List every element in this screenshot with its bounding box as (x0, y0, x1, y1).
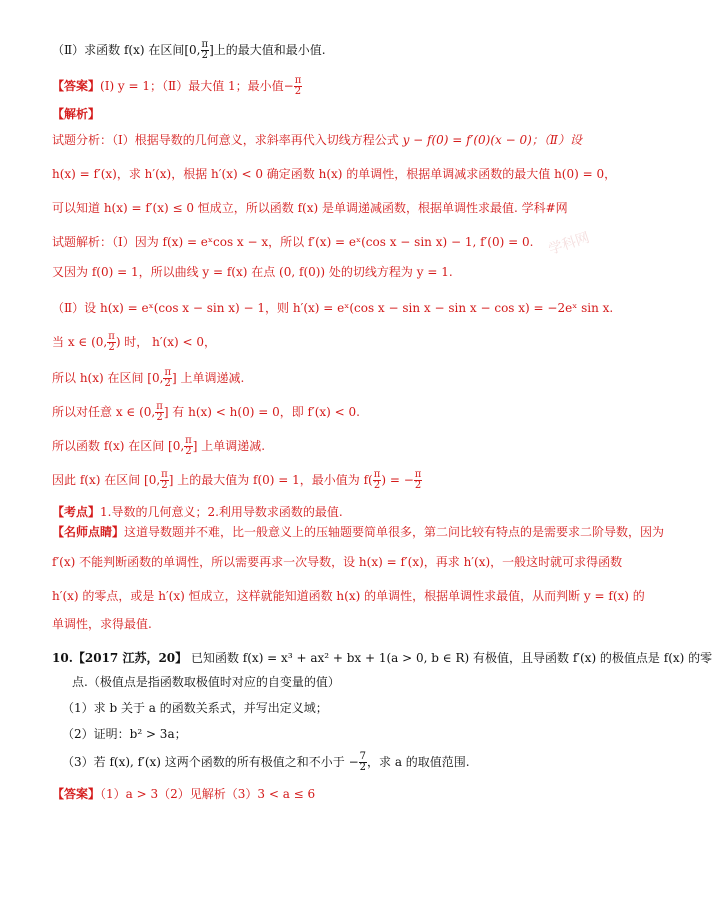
frac-den: 2 (108, 342, 115, 353)
analysis-line-2: h(x) = f′(x)，求 h′(x)，根据 h′(x) < 0 确定函数 h(x) 的单调性，根据单调减求函数的最大值 h(0) = 0， (52, 167, 617, 181)
sol-8b: ] 上的最大值为 f(0) = 1，最小值为 f( (168, 473, 373, 487)
pi-over-2 (163, 368, 172, 389)
analysis-1a: 试题分析：（Ⅰ）根据导数的几何意义，求斜率再代入切线方程公式 (52, 133, 399, 147)
interval-open: [0, (184, 43, 201, 57)
q10-text: 已知函数 f(x) = x³ + ax² + bx + 1(a > 0, b ∈ R) 有极值，且导函数 f′(x) 的极值点是 f(x) 的零 (190, 651, 712, 665)
sol-6b: ] 有 h(x) < h(0) = 0，即 f′(x) < 0. (163, 405, 360, 419)
mingshi-1: 这道导数题并不难，比一般意义上的压轴题要简单很多，第二问比较有特点的是需要求二阶导数，因为 (124, 525, 665, 539)
q2-prompt-tail: 上的最大值和最小值. (213, 43, 326, 57)
interval-close: ] (209, 43, 214, 57)
question-10-part-2: （2）证明：b² > 3a； (62, 727, 187, 741)
question-10-part-1: （1）求 b 关于 a 的函数关系式，并写出定义域； (62, 701, 328, 715)
kaodian-text: 1.导数的几何意义；2.利用导数求函数的最值. (100, 505, 343, 519)
analysis-line-1 (52, 132, 582, 148)
analysis-line-3: 可以知道 h(x) = f′(x) ≤ 0 恒成立，所以函数 f(x) 是单调递减函数，根据单调性求最值. 学科#网 (52, 201, 568, 215)
kaodian-tag: 【考点】 (52, 505, 101, 519)
frac-num: π (414, 469, 422, 480)
mingshi-line-1 (52, 524, 664, 540)
mingshi-line-4: 单调性，求得最值. (52, 617, 152, 631)
frac-den: 2 (359, 762, 367, 773)
answer2-text: （1）a > 3（2）见解析（3）3 < a ≤ 6 (100, 787, 316, 801)
question-10-part-3 (62, 752, 470, 773)
answer-neg: − (283, 79, 294, 93)
pi-over-2 (160, 470, 169, 491)
q10-p3b: ，求 a 的取值范围. (367, 755, 470, 769)
pi-over-2 (201, 40, 210, 61)
frac-num: π (164, 367, 172, 378)
frac-num: π (373, 469, 381, 480)
sol-4a: 当 x ∈ (0, (52, 335, 108, 349)
question-2-prompt (52, 40, 326, 61)
sol-8c: ) = − (381, 473, 414, 487)
mingshi-line-2: f′(x) 不能判断函数的单调性，所以需要再求一次导数，设 h(x) = f′(x)，再求 h′(x)，一般这时就可求得函数 (52, 555, 623, 569)
solution-line-6 (52, 402, 360, 423)
frac-num: π (185, 435, 192, 446)
frac-den: 2 (164, 378, 171, 389)
frac-den: 2 (414, 480, 422, 491)
kaodian-line (52, 504, 343, 520)
answer-tag: 【答案】 (52, 79, 101, 93)
answer-line (52, 76, 302, 97)
frac-den: 2 (185, 446, 192, 457)
solution-line-3: （Ⅱ）设 h(x) = eˣ(cos x − sin x) − 1，则 h′(x) = eˣ(cos x − sin x − sin x − cos x) = −2eˣ sin x. (52, 301, 614, 315)
solution-line-4 (52, 332, 216, 353)
sol-5a: 所以 h(x) 在区间 [0, (52, 371, 164, 385)
pi-over-2 (414, 470, 423, 491)
analysis-tag: 【解析】 (52, 107, 101, 121)
frac-den: 2 (373, 480, 381, 491)
pi-over-2 (155, 402, 164, 423)
sol-7a: 所以函数 f(x) 在区间 [0, (52, 439, 185, 453)
mingshi-tag: 【名师点睛】 (52, 525, 125, 539)
solution-line-7 (52, 436, 265, 457)
sol-4b: ) 时， h′(x) < 0， (115, 335, 217, 349)
question-10-line-1 (52, 650, 712, 666)
solution-line-5 (52, 368, 244, 389)
frac-num: π (161, 469, 168, 480)
frac-den: 2 (156, 412, 163, 423)
answer-2-line (52, 786, 315, 802)
q10-p3a: （3）若 f(x), f′(x) 这两个函数的所有极值之和不小于 − (62, 755, 359, 769)
frac-den: 2 (161, 480, 168, 491)
mingshi-line-3: h′(x) 的零点，或是 h′(x) 恒成立，这样就能知道函数 h(x) 的单调性，根据单调性求最值，从而判断 y = f(x) 的 (52, 589, 645, 603)
solution-line-1: 试题解析：（Ⅰ）因为 f(x) = eˣcos x − x，所以 f′(x) = eˣ(cos x − sin x) − 1, f′(0) = 0. (52, 235, 534, 249)
watermark-stamp: 学科网 (546, 229, 592, 259)
frac-num: π (201, 39, 209, 50)
frac-den: 2 (294, 86, 302, 97)
frac-num: 7 (359, 751, 367, 762)
frac-num: π (156, 401, 163, 412)
solution-line-2: 又因为 f(0) = 1，所以曲线 y = f(x) 在点 (0, f(0)) 处的切线方程为 y = 1. (52, 265, 453, 279)
sol-8a: 因此 f(x) 在区间 [0, (52, 473, 161, 487)
answer2-tag: 【答案】 (52, 787, 101, 801)
frac-den: 2 (201, 50, 208, 61)
answer-text: (Ⅰ) y = 1；（Ⅱ）最大值 1；最小值 (100, 79, 284, 93)
frac-num: π (108, 331, 115, 342)
analysis-1b: y − f(0) = f′(0)(x − 0)；（Ⅱ）设 (402, 133, 582, 147)
pi-over-2 (184, 436, 193, 457)
sol-7b: ] 上单调递减. (192, 439, 266, 453)
q2-prompt-text: （Ⅱ）求函数 f(x) 在区间 (52, 43, 185, 57)
answer-pi-over-2 (294, 76, 303, 97)
q10-head: 10.【2017 江苏，20】 (52, 651, 188, 665)
question-10-line-2: 点.（极值点是指函数取极值时对应的自变量的值） (72, 675, 340, 689)
sol-5b: ] 上单调递减. (172, 371, 245, 385)
sol-6a: 所以对任意 x ∈ (0, (52, 405, 156, 419)
solution-line-8 (52, 470, 422, 491)
seven-over-2 (359, 752, 367, 773)
frac-num: π (294, 75, 302, 86)
pi-over-2 (107, 332, 116, 353)
